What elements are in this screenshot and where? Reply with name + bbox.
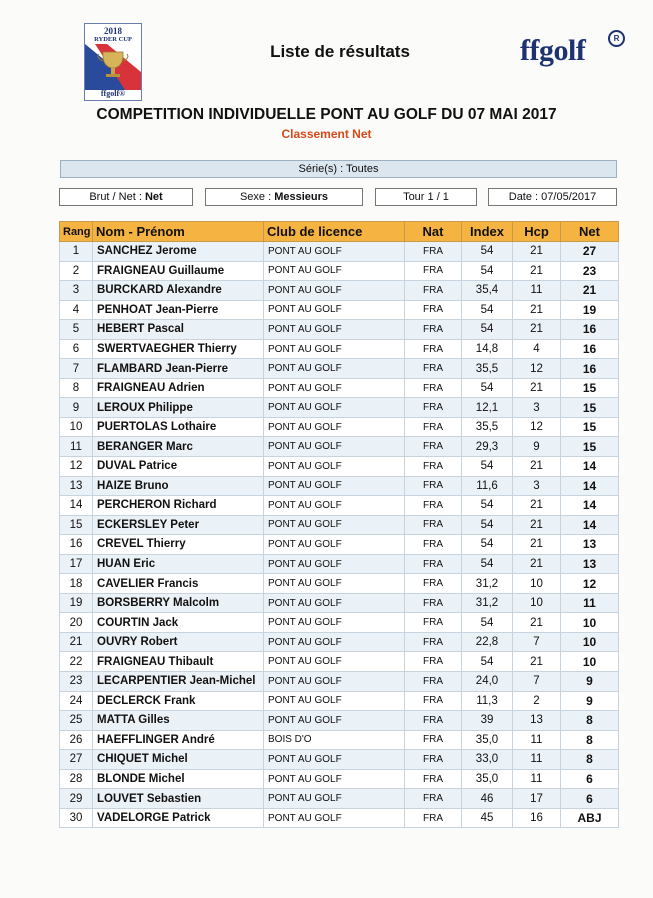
index-cell: 54 — [462, 613, 513, 633]
hcp-cell: 9 — [513, 437, 561, 457]
net-cell: 9 — [561, 691, 619, 711]
net-cell: 13 — [561, 535, 619, 555]
club-cell: PONT AU GOLF — [264, 593, 405, 613]
name-cell: PENHOAT Jean-Pierre — [93, 300, 264, 320]
col-header-hcp: Hcp — [513, 222, 561, 242]
hcp-cell: 21 — [513, 515, 561, 535]
nat-cell: FRA — [405, 359, 462, 379]
hcp-cell: 21 — [513, 261, 561, 281]
club-cell: PONT AU GOLF — [264, 476, 405, 496]
rang-cell: 21 — [60, 632, 93, 652]
table-row — [60, 242, 619, 262]
net-cell: 21 — [561, 281, 619, 301]
hcp-cell: 12 — [513, 359, 561, 379]
index-cell: 11,3 — [462, 691, 513, 711]
index-cell: 54 — [462, 554, 513, 574]
rang-cell: 25 — [60, 711, 93, 731]
index-cell: 54 — [462, 378, 513, 398]
brutnet-value: Net — [144, 191, 163, 203]
nat-cell: FRA — [405, 750, 462, 770]
index-cell: 54 — [462, 300, 513, 320]
name-cell: HAEFFLINGER André — [93, 730, 264, 750]
name-cell: DECLERCK Frank — [93, 691, 264, 711]
name-cell: VADELORGE Patrick — [93, 808, 264, 828]
hcp-cell: 21 — [513, 613, 561, 633]
nat-cell: FRA — [405, 476, 462, 496]
net-cell: 14 — [561, 476, 619, 496]
name-cell: FRAIGNEAU Guillaume — [93, 261, 264, 281]
rang-cell: 15 — [60, 515, 93, 535]
table-row — [60, 398, 619, 418]
club-cell: PONT AU GOLF — [264, 320, 405, 340]
club-cell: PONT AU GOLF — [264, 789, 405, 809]
net-cell: 16 — [561, 339, 619, 359]
nat-cell: FRA — [405, 730, 462, 750]
club-cell: PONT AU GOLF — [264, 300, 405, 320]
sexe-value: Messieurs — [274, 191, 329, 203]
name-cell: BURCKARD Alexandre — [93, 281, 264, 301]
table-row — [60, 769, 619, 789]
table-row — [60, 574, 619, 594]
name-cell: CREVEL Thierry — [93, 535, 264, 555]
nat-cell: FRA — [405, 261, 462, 281]
rang-cell: 27 — [60, 750, 93, 770]
club-cell: PONT AU GOLF — [264, 515, 405, 535]
index-cell: 35,5 — [462, 359, 513, 379]
table-row — [60, 378, 619, 398]
club-cell: PONT AU GOLF — [264, 711, 405, 731]
table-row — [60, 339, 619, 359]
nat-cell: FRA — [405, 652, 462, 672]
rang-cell: 10 — [60, 417, 93, 437]
rang-cell: 29 — [60, 789, 93, 809]
nat-cell: FRA — [405, 711, 462, 731]
rang-cell: 23 — [60, 672, 93, 692]
club-cell: PONT AU GOLF — [264, 398, 405, 418]
index-cell: 35,0 — [462, 730, 513, 750]
table-row — [60, 789, 619, 809]
index-cell: 54 — [462, 652, 513, 672]
index-cell: 54 — [462, 242, 513, 262]
logo-name: RYDER CUP — [94, 36, 132, 43]
classement-label: Classement Net — [281, 127, 372, 141]
hcp-cell: 21 — [513, 554, 561, 574]
index-cell: 14,8 — [462, 339, 513, 359]
name-cell: BORSBERRY Malcolm — [93, 593, 264, 613]
name-cell: HEBERT Pascal — [93, 320, 264, 340]
hcp-cell: 13 — [513, 711, 561, 731]
club-cell: PONT AU GOLF — [264, 535, 405, 555]
nat-cell: FRA — [405, 515, 462, 535]
net-cell: 10 — [561, 613, 619, 633]
table-row — [60, 808, 619, 828]
table-row — [60, 750, 619, 770]
rang-cell: 16 — [60, 535, 93, 555]
rang-cell: 22 — [60, 652, 93, 672]
table-row — [60, 496, 619, 516]
nat-cell: FRA — [405, 808, 462, 828]
date-filter — [488, 188, 617, 206]
table-row — [60, 515, 619, 535]
name-cell: SWERTVAEGHER Thierry — [93, 339, 264, 359]
name-cell: HUAN Eric — [93, 554, 264, 574]
name-cell: FLAMBARD Jean-Pierre — [93, 359, 264, 379]
rang-cell: 20 — [60, 613, 93, 633]
name-cell: BERANGER Marc — [93, 437, 264, 457]
table-row — [60, 457, 619, 477]
name-cell: OUVRY Robert — [93, 632, 264, 652]
club-cell: BOIS D'O — [264, 730, 405, 750]
name-cell: LEROUX Philippe — [93, 398, 264, 418]
hcp-cell: 11 — [513, 730, 561, 750]
hcp-cell: 17 — [513, 789, 561, 809]
series-label: Série(s) : — [298, 163, 344, 175]
rang-cell: 5 — [60, 320, 93, 340]
index-cell: 29,3 — [462, 437, 513, 457]
name-cell: BLONDE Michel — [93, 769, 264, 789]
hcp-cell: 21 — [513, 535, 561, 555]
club-cell: PONT AU GOLF — [264, 496, 405, 516]
col-header-rang: Rang — [60, 222, 93, 242]
table-row — [60, 593, 619, 613]
date-value: 07/05/2017 — [541, 191, 597, 203]
nat-cell: FRA — [405, 398, 462, 418]
net-cell: 15 — [561, 398, 619, 418]
col-header-club: Club de licence — [264, 222, 405, 242]
ryder-cup-trophy-icon — [85, 44, 141, 90]
table-row — [60, 359, 619, 379]
net-cell: 6 — [561, 789, 619, 809]
hcp-cell: 21 — [513, 496, 561, 516]
index-cell: 46 — [462, 789, 513, 809]
net-cell: 11 — [561, 593, 619, 613]
hcp-cell: 11 — [513, 281, 561, 301]
index-cell: 45 — [462, 808, 513, 828]
nat-cell: FRA — [405, 496, 462, 516]
rang-cell: 6 — [60, 339, 93, 359]
net-cell: 14 — [561, 515, 619, 535]
sexe-label: Sexe : — [239, 191, 272, 203]
hcp-cell: 16 — [513, 808, 561, 828]
rang-cell: 30 — [60, 808, 93, 828]
ffgolf-logo: ffgolf — [520, 34, 586, 67]
club-cell: PONT AU GOLF — [264, 574, 405, 594]
club-cell: PONT AU GOLF — [264, 359, 405, 379]
registered-mark-icon: R — [608, 30, 625, 47]
nat-cell: FRA — [405, 320, 462, 340]
net-cell: 14 — [561, 496, 619, 516]
rang-cell: 7 — [60, 359, 93, 379]
club-cell: PONT AU GOLF — [264, 457, 405, 477]
index-cell: 35,0 — [462, 769, 513, 789]
rang-cell: 26 — [60, 730, 93, 750]
net-cell: 15 — [561, 378, 619, 398]
series-bar — [60, 160, 617, 178]
rang-cell: 18 — [60, 574, 93, 594]
index-cell: 12,1 — [462, 398, 513, 418]
hcp-cell: 21 — [513, 652, 561, 672]
nat-cell: FRA — [405, 437, 462, 457]
ryder-cup-logo — [84, 23, 142, 101]
table-row — [60, 554, 619, 574]
name-cell: PERCHERON Richard — [93, 496, 264, 516]
net-cell: 19 — [561, 300, 619, 320]
net-cell: ABJ — [561, 808, 619, 828]
nat-cell: FRA — [405, 691, 462, 711]
club-cell: PONT AU GOLF — [264, 652, 405, 672]
col-header-nom: Nom - Prénom — [93, 222, 264, 242]
nat-cell: FRA — [405, 457, 462, 477]
name-cell: ECKERSLEY Peter — [93, 515, 264, 535]
club-cell: PONT AU GOLF — [264, 613, 405, 633]
index-cell: 33,0 — [462, 750, 513, 770]
name-cell: LECARPENTIER Jean-Michel — [93, 672, 264, 692]
table-row — [60, 261, 619, 281]
club-cell: PONT AU GOLF — [264, 750, 405, 770]
table-row — [60, 613, 619, 633]
table-row — [60, 652, 619, 672]
table-row — [60, 417, 619, 437]
name-cell: CHIQUET Michel — [93, 750, 264, 770]
table-row — [60, 476, 619, 496]
club-cell: PONT AU GOLF — [264, 672, 405, 692]
table-row — [60, 535, 619, 555]
name-cell: FRAIGNEAU Thibault — [93, 652, 264, 672]
index-cell: 22,8 — [462, 632, 513, 652]
name-cell: HAIZE Bruno — [93, 476, 264, 496]
index-cell: 54 — [462, 320, 513, 340]
club-cell: PONT AU GOLF — [264, 339, 405, 359]
nat-cell: FRA — [405, 789, 462, 809]
net-cell: 6 — [561, 769, 619, 789]
brutnet-filter — [59, 188, 193, 206]
index-cell: 54 — [462, 457, 513, 477]
club-cell: PONT AU GOLF — [264, 769, 405, 789]
results-table — [59, 221, 619, 828]
nat-cell: FRA — [405, 593, 462, 613]
hcp-cell: 2 — [513, 691, 561, 711]
hcp-cell: 21 — [513, 242, 561, 262]
nat-cell: FRA — [405, 769, 462, 789]
net-cell: 15 — [561, 437, 619, 457]
rang-cell: 12 — [60, 457, 93, 477]
net-cell: 13 — [561, 554, 619, 574]
rang-cell: 13 — [60, 476, 93, 496]
club-cell: PONT AU GOLF — [264, 691, 405, 711]
rang-cell: 28 — [60, 769, 93, 789]
club-cell: PONT AU GOLF — [264, 417, 405, 437]
nat-cell: FRA — [405, 242, 462, 262]
date-label: Date : — [508, 191, 539, 203]
net-cell: 12 — [561, 574, 619, 594]
hcp-cell: 11 — [513, 769, 561, 789]
table-row — [60, 281, 619, 301]
name-cell: COURTIN Jack — [93, 613, 264, 633]
col-header-nat: Nat — [405, 222, 462, 242]
net-cell: 16 — [561, 359, 619, 379]
rang-cell: 11 — [60, 437, 93, 457]
net-cell: 15 — [561, 417, 619, 437]
table-row — [60, 711, 619, 731]
net-cell: 8 — [561, 711, 619, 731]
club-cell: PONT AU GOLF — [264, 378, 405, 398]
club-cell: PONT AU GOLF — [264, 281, 405, 301]
net-cell: 8 — [561, 730, 619, 750]
name-cell: DUVAL Patrice — [93, 457, 264, 477]
net-cell: 8 — [561, 750, 619, 770]
index-cell: 31,2 — [462, 593, 513, 613]
nat-cell: FRA — [405, 574, 462, 594]
index-cell: 11,6 — [462, 476, 513, 496]
nat-cell: FRA — [405, 613, 462, 633]
rang-cell: 4 — [60, 300, 93, 320]
tour-filter: Tour 1 / 1 — [375, 188, 477, 206]
table-row — [60, 730, 619, 750]
name-cell: FRAIGNEAU Adrien — [93, 378, 264, 398]
table-row — [60, 672, 619, 692]
rang-cell: 24 — [60, 691, 93, 711]
table-row — [60, 300, 619, 320]
name-cell: LOUVET Sebastien — [93, 789, 264, 809]
net-cell: 10 — [561, 652, 619, 672]
club-cell: PONT AU GOLF — [264, 808, 405, 828]
club-cell: PONT AU GOLF — [264, 261, 405, 281]
index-cell: 35,5 — [462, 417, 513, 437]
logo-year: 2018 — [104, 26, 122, 36]
rang-cell: 19 — [60, 593, 93, 613]
table-row — [60, 691, 619, 711]
index-cell: 31,2 — [462, 574, 513, 594]
net-cell: 16 — [561, 320, 619, 340]
nat-cell: FRA — [405, 339, 462, 359]
table-row — [60, 437, 619, 457]
col-header-net: Net — [561, 222, 619, 242]
hcp-cell: 21 — [513, 300, 561, 320]
hcp-cell: 11 — [513, 750, 561, 770]
hcp-cell: 4 — [513, 339, 561, 359]
index-cell: 54 — [462, 261, 513, 281]
club-cell: PONT AU GOLF — [264, 632, 405, 652]
table-row — [60, 632, 619, 652]
hcp-cell: 21 — [513, 457, 561, 477]
net-cell: 14 — [561, 457, 619, 477]
index-cell: 54 — [462, 515, 513, 535]
hcp-cell: 7 — [513, 632, 561, 652]
hcp-cell: 3 — [513, 476, 561, 496]
hcp-cell: 21 — [513, 320, 561, 340]
index-cell: 24,0 — [462, 672, 513, 692]
name-cell: SANCHEZ Jerome — [93, 242, 264, 262]
table-header-row — [60, 222, 619, 242]
table-row — [60, 320, 619, 340]
hcp-cell: 7 — [513, 672, 561, 692]
logo-org: ffgolf® — [100, 89, 126, 98]
nat-cell: FRA — [405, 632, 462, 652]
rang-cell: 3 — [60, 281, 93, 301]
competition-title: COMPETITION INDIVIDUELLE PONT AU GOLF DU 07 MAI 2017 — [96, 106, 557, 123]
hcp-cell: 21 — [513, 378, 561, 398]
net-cell: 10 — [561, 632, 619, 652]
nat-cell: FRA — [405, 554, 462, 574]
hcp-cell: 10 — [513, 574, 561, 594]
index-cell: 35,4 — [462, 281, 513, 301]
nat-cell: FRA — [405, 300, 462, 320]
net-cell: 23 — [561, 261, 619, 281]
nat-cell: FRA — [405, 281, 462, 301]
net-cell: 27 — [561, 242, 619, 262]
club-cell: PONT AU GOLF — [264, 437, 405, 457]
series-value: Toutes — [346, 163, 379, 175]
index-cell: 39 — [462, 711, 513, 731]
nat-cell: FRA — [405, 417, 462, 437]
rang-cell: 2 — [60, 261, 93, 281]
page-title: Liste de résultats — [270, 42, 410, 61]
hcp-cell: 3 — [513, 398, 561, 418]
nat-cell: FRA — [405, 378, 462, 398]
rang-cell: 8 — [60, 378, 93, 398]
club-cell: PONT AU GOLF — [264, 554, 405, 574]
index-cell: 54 — [462, 496, 513, 516]
nat-cell: FRA — [405, 672, 462, 692]
rang-cell: 17 — [60, 554, 93, 574]
brutnet-label: Brut / Net : — [89, 191, 142, 203]
index-cell: 54 — [462, 535, 513, 555]
name-cell: MATTA Gilles — [93, 711, 264, 731]
net-cell: 9 — [561, 672, 619, 692]
hcp-cell: 10 — [513, 593, 561, 613]
hcp-cell: 12 — [513, 417, 561, 437]
col-header-index: Index — [462, 222, 513, 242]
rang-cell: 1 — [60, 242, 93, 262]
sexe-filter — [205, 188, 363, 206]
club-cell: PONT AU GOLF — [264, 242, 405, 262]
rang-cell: 9 — [60, 398, 93, 418]
rang-cell: 14 — [60, 496, 93, 516]
name-cell: CAVELIER Francis — [93, 574, 264, 594]
name-cell: PUERTOLAS Lothaire — [93, 417, 264, 437]
nat-cell: FRA — [405, 535, 462, 555]
